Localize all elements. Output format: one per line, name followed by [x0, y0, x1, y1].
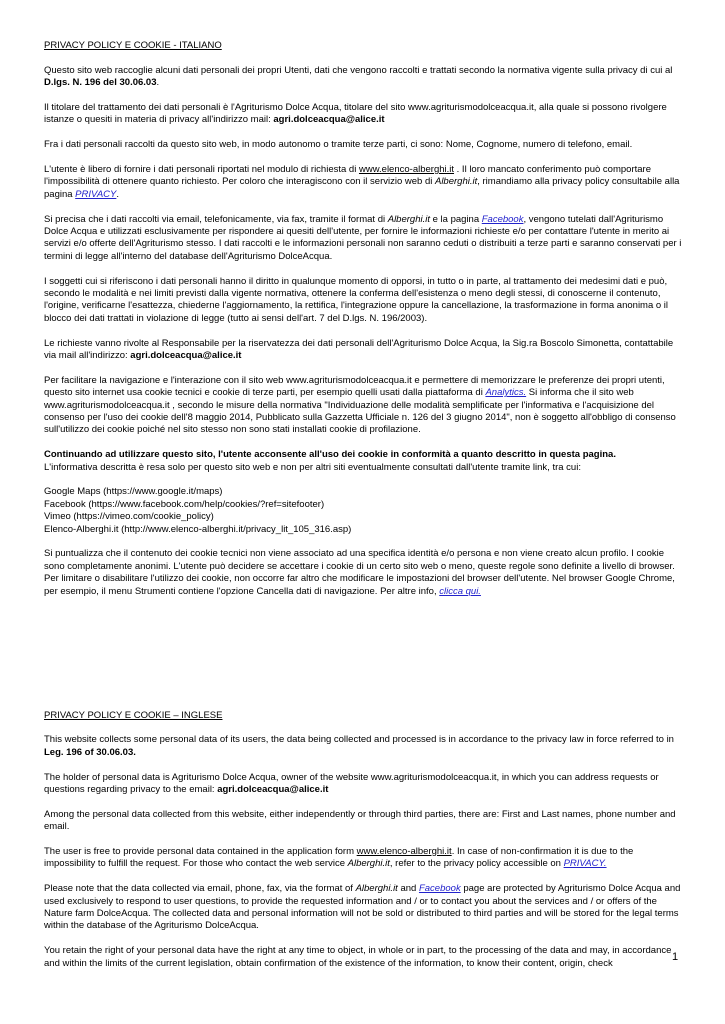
document-page	[44, 40, 686, 982]
en-paragraph-data-protection: Please note that the data collected via email, phone, fax, via the format of Alberghi.it and Facebook page are protected by Agriturismo Dolce Acqua and used exclusively to respond to user questions, to provide the requested information and / or to contact you about the services and / or offers of the Nature farm DolceAcqua. The collected data and personal information will not be sold or distributed to third parties and will be stored for the legal terms within the database of the Agriturismo DolceAcqua.	[44, 883, 681, 932]
en-paragraph-user-consent: The user is free to provide personal data contained in the application form www.elenco-alberghi.it. In case of non-confirmation it is due to the impossibility to fulfill the request. For those who contact the web service Alberghi.it, refer to the privacy policy accessible on PRIVACY.	[44, 845, 634, 870]
facebook-link[interactable]: Facebook	[481, 213, 524, 225]
it-paragraph-data-types: Fra i dati personali raccolti da questo sito web, in modo autonomo o tramite terze parti, ci sono: Nome, Cognome, numero di telefono, email.	[44, 139, 633, 151]
it-paragraph-cookies: Per facilitare la navigazione e l'interazione con il sito web www.agriturismodolceacqua.it e permettere di memorizzare le preferenze dei propri utenti, questo sito internet usa cookie tecnici e cookie di terze parti, per esempio quelli usati dalla piattaforma di Analytics. Si informa che il sito web www.agriturismodolceacqua.it , secondo le misure della normativa "Individuazione delle modalità semplificate per l'informativa e l'acquisizione del consenso per l'uso dei cookie dell'8 maggio 2014, Pubblicato sulla Gazzetta Ufficiale n. 126 del 3 giugno 2014", non è soggetto all'obbligo di consenso sull'utilizzo dei cookie poiché nel sito stesso non sono stati installati cookie di profilazione.	[44, 374, 676, 436]
it-paragraph-user-consent: L'utente è libero di fornire i dati personali riportati nel modulo di richiesta di www.elenco-alberghi.it . Il loro mancato conferimento può comportare l'impossibilità di ottenere quanto richiesto. Per coloro che interagiscono con il servizio web di Alberghi.it, rimandiamo alla privacy policy consultabile alla pagina PRIVACY.	[44, 164, 680, 200]
en-paragraph-data-collection: This website collects some personal data of its users, the data being collected and processed is in accordance to the privacy law in force referred to in Leg. 196 of 30.06.03.	[44, 734, 674, 758]
contact-email: agri.dolceacqua@alice.it	[273, 114, 385, 126]
elenco-alberghi-link[interactable]: www.elenco-alberghi.it	[356, 845, 452, 857]
en-paragraph-user-rights: You retain the right of your personal data have the right at any time to object, in whole or in part, to the processing of the data and may, in accordance and within the limits of the current legislation, obtain confirmation of the existence of the information, to know their content, origin, check	[44, 945, 672, 969]
section-spacer	[44, 611, 686, 710]
list-item: Elenco-Alberghi.it (http://www.elenco-alberghi.it/privacy_lit_105_316.asp)	[44, 523, 352, 535]
click-here-link[interactable]: clicca qui.	[439, 585, 481, 597]
it-paragraph-requests: Le richieste vanno rivolte al Responsabile per la riservatezza dei dati personali dell'Agriturismo Dolce Acqua, la Sig.ra Boscolo Simonetta, contattabile via mail all'indirizzo: agri.dolceacqua@alice.it	[44, 337, 674, 362]
english-section-heading: PRIVACY POLICY E COOKIE – INGLESE	[44, 709, 223, 721]
it-paragraph-cookie-anonymity: Si puntualizza che il contenuto dei cookie tecnici non viene associato ad una specifica identità e/o persona e non viene creato alcun profilo. I cookie sono completamente anonimi. L'utente può decidere se accettare i cookie di un certo sito web o meno, queste regole sono definite a livello di browser. Per limitare o disabilitare l'utilizzo dei cookie, non occorre far altro che modificare le impostazioni del browser dell'utente. Nel browser Google Chrome, per esempio, il menu Strumenti contiene l'opzione Cancella dati di navigazione. Per altre info, clicca qui.	[44, 548, 675, 597]
list-item: Google Maps (https://www.google.it/maps)	[44, 486, 223, 498]
it-paragraph-data-collection: Questo sito web raccoglie alcuni dati personali dei propri Utenti, dati che vengono raccolti e trattati secondo la normativa vigente sulla privacy di cui al D.lgs. N. 196 del 30.06.03.	[44, 64, 673, 89]
it-paragraph-data-controller: Il titolare del trattamento dei dati personali è l'Agriturismo Dolce Acqua, titolare del sito www.agriturismodolceacqua.it, alla quale si possono rivolgere istanze o quesiti in materia di privacy all'indirizzo mail: agri.dolceacqua@alice.it	[44, 102, 667, 126]
contact-email: agri.dolceacqua@alice.it	[130, 350, 242, 362]
page-number: 1	[672, 951, 679, 963]
it-paragraph-data-protection: Si precisa che i dati raccolti via email, telefonicamente, via fax, tramite il format di Alberghi.it e la pagina Facebook, vengono tutelati dall'Agriturismo Dolce Acqua e utilizzati esclusivamente per rispondere ai quesiti dell'utente, per fornire le informazioni richieste e/o per contattare l'utente in merito ai servizi e/o offerte dell'Agriturismo stesso. I dati raccolti e le informazioni personali non saranno ceduti o distribuiti a terze parti e saranno conservati per i termini di legge all'interno del database dell'Agriturismo DolceAcqua.	[44, 213, 682, 262]
list-item: Vimeo (https://vimeo.com/cookie_policy)	[44, 511, 214, 523]
privacy-link[interactable]: PRIVACY.	[563, 858, 607, 870]
contact-email: agri.dolceacqua@alice.it	[217, 783, 329, 795]
third-party-list	[44, 486, 686, 536]
en-paragraph-data-controller: The holder of personal data is Agriturismo Dolce Acqua, owner of the website www.agriturismodolceacqua.it, in which you can address requests or questions regarding privacy to the email: agri.dolceacqua@alice.it	[44, 771, 659, 795]
privacy-link[interactable]: PRIVACY	[75, 188, 117, 200]
facebook-link[interactable]: Facebook	[418, 883, 461, 895]
analytics-link[interactable]: Analytics.	[485, 387, 527, 399]
en-paragraph-data-types: Among the personal data collected from this website, either independently or through third parties, there are: First and Last names, phone number and email.	[44, 808, 676, 833]
elenco-alberghi-link[interactable]: www.elenco-alberghi.it	[358, 164, 455, 175]
list-item: Facebook (https://www.facebook.com/help/cookies/?ref=sitefooter)	[44, 498, 325, 510]
italian-section-heading: PRIVACY POLICY E COOKIE - ITALIANO	[44, 40, 222, 51]
it-paragraph-cookie-consent: Continuando ad utilizzare questo sito, l'utente acconsente all'uso dei cookie in conformità a quanto descritto in questa pagina. L'informativa descritta è resa solo per questo sito web e non per altri siti eventualmente consultati dall'utente tramite link, tra cui:	[44, 449, 616, 473]
it-paragraph-user-rights: I soggetti cui si riferiscono i dati personali hanno il diritto in qualunque momento di opporsi, in tutto o in parte, al trattamento dei medesimi dati e può, secondo le modalità e nei limiti previsti dalla vigente normativa, ottenere la conferma dell'esistenza o meno degli stessi, di conoscerne il contenuto, l'origine, verificarne l'esattezza, chiederne l'aggiornamento, la rettifica, l'integrazione oppure la cancellazione, la trasformazione in forma anonima o il blocco dei dati trattati in violazione di legge (tutto ai sensi dell'art. 7 del D.lgs. N. 196/2003).	[44, 275, 669, 324]
